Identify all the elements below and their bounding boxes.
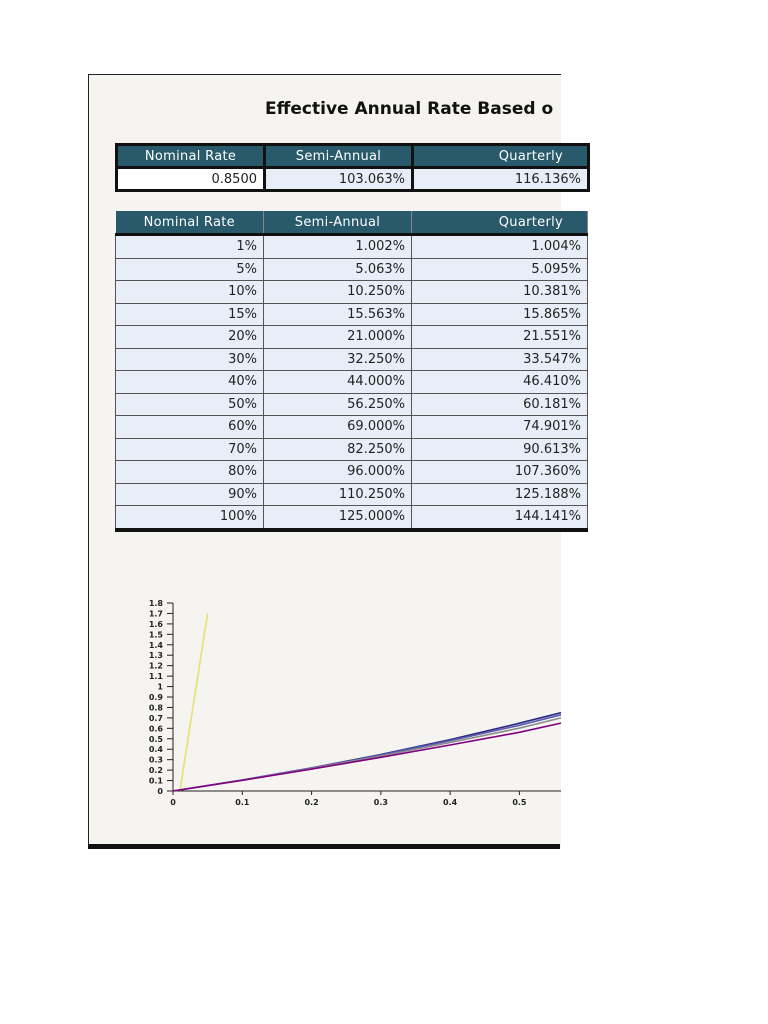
cell-nominal[interactable]: 80% xyxy=(116,461,264,484)
cell-quarterly[interactable]: 10.381% xyxy=(412,281,588,304)
y-tick-label: 1.8 xyxy=(148,599,163,608)
table-row xyxy=(116,258,588,281)
table-row xyxy=(116,438,588,461)
header-semi-annual: Semi-Annual xyxy=(265,145,413,168)
cell-nominal[interactable]: 5% xyxy=(116,258,264,281)
table-row xyxy=(116,326,588,349)
table-row xyxy=(116,348,588,371)
sheet-bottom-border xyxy=(88,844,560,849)
header-quarterly: Quarterly xyxy=(412,211,588,235)
y-tick-label: 0.4 xyxy=(148,745,163,755)
semi-annual-result: 103.063% xyxy=(265,168,413,191)
y-tick-label: 1.1 xyxy=(148,672,163,682)
cell-semi-annual[interactable]: 15.563% xyxy=(264,303,412,326)
series-line-3 xyxy=(173,715,561,791)
y-tick-label: 0.8 xyxy=(148,703,163,713)
sheet-title: Effective Annual Rate Based o xyxy=(265,99,554,119)
cell-quarterly[interactable]: 21.551% xyxy=(412,326,588,349)
cell-quarterly[interactable]: 60.181% xyxy=(412,393,588,416)
cell-nominal[interactable]: 60% xyxy=(116,416,264,439)
cell-semi-annual[interactable]: 44.000% xyxy=(264,371,412,394)
cell-semi-annual[interactable]: 82.250% xyxy=(264,438,412,461)
y-tick-label: 0.3 xyxy=(148,755,163,765)
cell-quarterly[interactable]: 33.547% xyxy=(412,348,588,371)
cell-nominal[interactable]: 70% xyxy=(116,438,264,461)
y-tick-label: 1.7 xyxy=(148,609,163,619)
cell-quarterly[interactable]: 5.095% xyxy=(412,258,588,281)
y-tick-label: 0.9 xyxy=(148,693,163,702)
cell-quarterly[interactable]: 125.188% xyxy=(412,483,588,506)
cell-semi-annual[interactable]: 32.250% xyxy=(264,348,412,371)
cell-quarterly[interactable]: 107.360% xyxy=(412,461,588,484)
rate-table-header xyxy=(116,211,588,235)
header-quarterly: Quarterly xyxy=(413,145,589,168)
spreadsheet-sheet xyxy=(88,74,581,847)
table-row xyxy=(116,483,588,506)
cell-quarterly[interactable]: 1.004% xyxy=(412,235,588,259)
cell-nominal[interactable]: 20% xyxy=(116,326,264,349)
cell-nominal[interactable]: 30% xyxy=(116,348,264,371)
y-tick-label: 1 xyxy=(157,682,163,692)
cell-semi-annual[interactable]: 21.000% xyxy=(264,326,412,349)
cell-nominal[interactable]: 1% xyxy=(116,235,264,259)
rate-line-chart xyxy=(119,595,561,815)
cell-quarterly[interactable]: 46.410% xyxy=(412,371,588,394)
x-tick-label: 0.4 xyxy=(443,798,458,807)
x-tick-label: 0 xyxy=(170,798,176,807)
cell-quarterly[interactable]: 90.613% xyxy=(412,438,588,461)
cell-semi-annual[interactable]: 5.063% xyxy=(264,258,412,281)
cell-nominal[interactable]: 15% xyxy=(116,303,264,326)
table-row xyxy=(116,303,588,326)
header-semi-annual: Semi-Annual xyxy=(264,211,412,235)
quarterly-result: 116.136% xyxy=(413,168,589,191)
cell-semi-annual[interactable]: 10.250% xyxy=(264,281,412,304)
series-line-1 xyxy=(180,613,208,791)
y-tick-label: 1.2 xyxy=(148,661,163,671)
cell-quarterly[interactable]: 15.865% xyxy=(412,303,588,326)
table-row xyxy=(116,461,588,484)
table-row xyxy=(116,393,588,416)
table-row xyxy=(116,416,588,439)
cell-nominal[interactable]: 100% xyxy=(116,506,264,530)
cell-nominal[interactable]: 10% xyxy=(116,281,264,304)
series-line-2 xyxy=(173,713,561,791)
rate-table xyxy=(115,211,588,532)
cell-semi-annual[interactable]: 110.250% xyxy=(264,483,412,506)
cell-quarterly[interactable]: 74.901% xyxy=(412,416,588,439)
x-tick-label: 0.2 xyxy=(304,798,319,807)
x-tick-label: 0.3 xyxy=(373,798,388,807)
nominal-rate-input[interactable]: 0.8500 xyxy=(117,168,265,191)
input-row xyxy=(117,168,589,191)
x-tick-label: 0.5 xyxy=(512,798,527,807)
cell-semi-annual[interactable]: 125.000% xyxy=(264,506,412,530)
y-tick-label: 0.6 xyxy=(148,724,163,734)
y-tick-label: 0.2 xyxy=(148,766,163,776)
y-tick-label: 1.5 xyxy=(148,630,163,640)
y-tick-label: 0.1 xyxy=(148,776,163,786)
table-row xyxy=(116,371,588,394)
y-tick-label: 0 xyxy=(157,787,163,796)
cell-semi-annual[interactable]: 96.000% xyxy=(264,461,412,484)
y-tick-label: 1.6 xyxy=(148,619,163,629)
input-table-header xyxy=(117,145,589,168)
x-tick-label: 0.1 xyxy=(235,798,250,807)
cell-semi-annual[interactable]: 69.000% xyxy=(264,416,412,439)
header-nominal-rate: Nominal Rate xyxy=(116,211,264,235)
cell-nominal[interactable]: 50% xyxy=(116,393,264,416)
y-tick-label: 0.5 xyxy=(148,734,163,744)
cell-nominal[interactable]: 40% xyxy=(116,371,264,394)
input-table xyxy=(115,143,590,192)
cell-quarterly[interactable]: 144.141% xyxy=(412,506,588,530)
cell-semi-annual[interactable]: 56.250% xyxy=(264,393,412,416)
table-row xyxy=(116,506,588,530)
table-row xyxy=(116,235,588,259)
y-tick-label: 1.4 xyxy=(148,640,163,650)
cell-semi-annual[interactable]: 1.002% xyxy=(264,235,412,259)
y-tick-label: 0.7 xyxy=(148,713,163,723)
cell-nominal[interactable]: 90% xyxy=(116,483,264,506)
table-row xyxy=(116,281,588,304)
header-nominal-rate: Nominal Rate xyxy=(117,145,265,168)
y-tick-label: 1.3 xyxy=(148,651,163,661)
